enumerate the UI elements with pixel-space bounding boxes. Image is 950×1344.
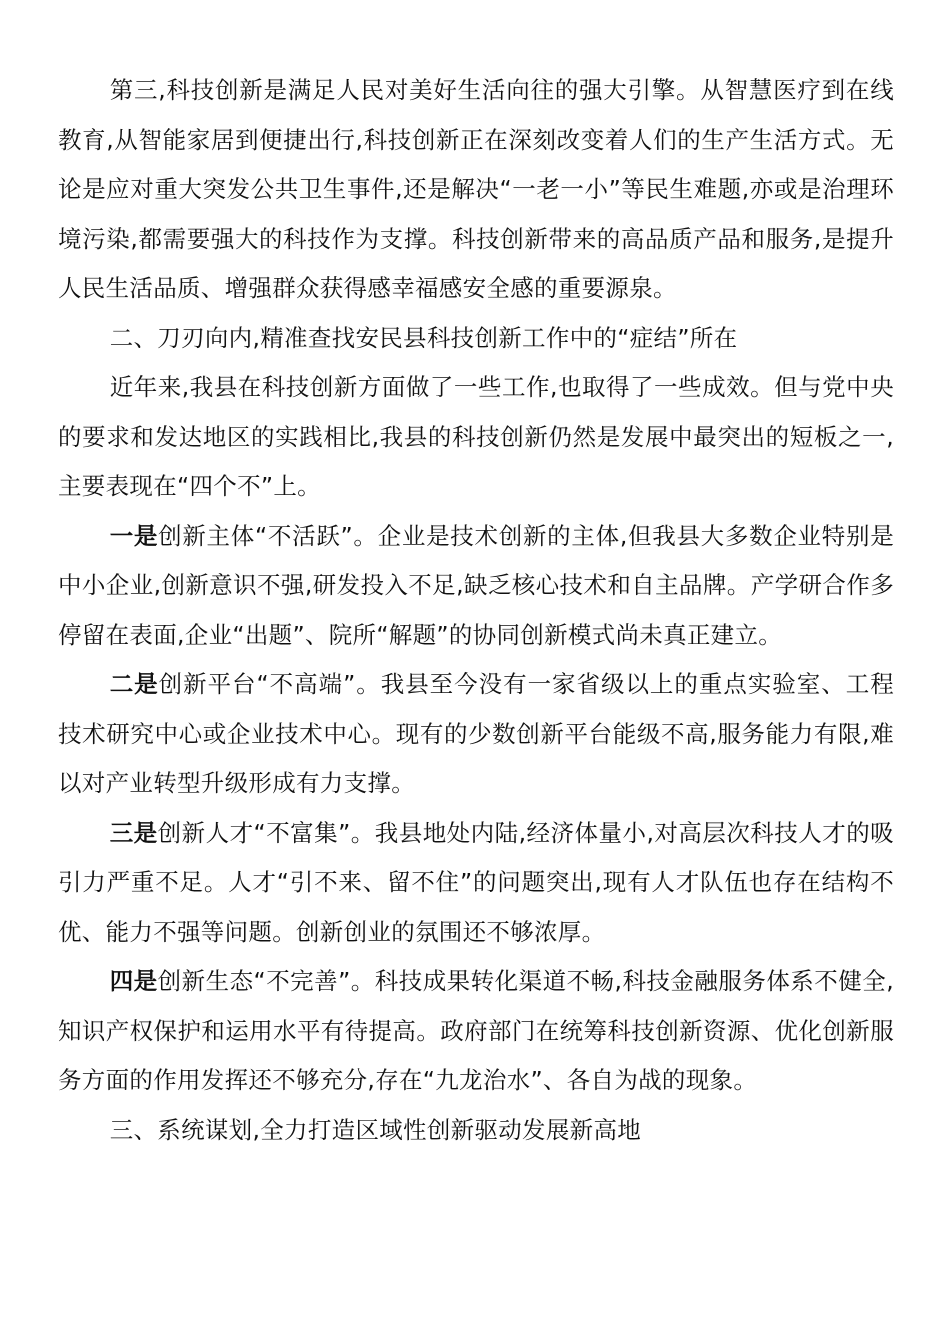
paragraph-tech-innovation-livelihood [58, 66, 894, 314]
paragraph-text: 创新生态“不完善”。科技成果转化渠道不畅,科技金融服务体系不健全,知识产权保护和运用水平有待提高。政府部门在统筹科技创新资源、优化创新服务方面的作用发挥还不够充分,存在“九龙治水”、各自为战的现象。 [58, 967, 894, 1094]
document-page [58, 66, 894, 1155]
paragraph-intro-four-nots [58, 363, 894, 512]
heading-text: 二、刀刃向内,精准查找安民县科技创新工作中的“症结”所在 [109, 323, 738, 352]
paragraph-text: 创新主体“不活跃”。企业是技术创新的主体,但我县大多数企业特别是中小企业,创新意识不强,研发投入不足,缺乏核心技术和自主品牌。产学研合作多停留在表面,企业“出题”、院所“解题”的协同创新模式尚未真正建立。 [58, 521, 894, 649]
paragraph-text: 创新人才“不富集”。我县地处内陆,经济体量小,对高层次科技人才的吸引力严重不足。人才“引不来、留不住”的问题突出,现有人才队伍也存在结构不优、能力不强等问题。创新创业的氛围还不够浓厚。 [58, 818, 894, 946]
paragraph-point-2 [58, 660, 894, 809]
paragraph-lead-bold: 一是 [109, 521, 159, 550]
paragraph-point-4 [58, 957, 894, 1106]
paragraph-text: 近年来,我县在科技创新方面做了一些工作,也取得了一些成效。但与党中央的要求和发达地区的实践相比,我县的科技创新仍然是发展中最突出的短板之一,主要表现在“四个不”上。 [58, 373, 894, 500]
section-heading-3 [58, 1106, 894, 1156]
heading-text: 三、系统谋划,全力打造区域性创新驱动发展新高地 [109, 1115, 642, 1144]
paragraph-text: 创新平台“不高端”。我县至今没有一家省级以上的重点实验室、工程技术研究中心或企业技术中心。现有的少数创新平台能级不高,服务能力有限,难以对产业转型升级形成有力支撑。 [58, 670, 894, 797]
paragraph-lead-bold: 四是 [109, 967, 158, 995]
paragraph-lead-bold: 三是 [109, 818, 158, 847]
paragraph-lead-bold: 二是 [109, 670, 159, 698]
paragraph-text: 第三,科技创新是满足人民对美好生活向往的强大引擎。从智慧医疗到在线教育,从智能家居到便捷出行,科技创新正在深刻改变着人们的生产生活方式。无论是应对重大突发公共卫生事件,还是解决“一老一小”等民生难题,亦或是治理环境污染,都需要强大的科技作为支撑。科技创新带来的高品质产品和服务,是提升人民生活品质、增强群众获得感幸福感安全感的重要源泉。 [58, 76, 894, 302]
section-heading-2 [58, 314, 894, 364]
paragraph-point-3 [58, 809, 894, 958]
paragraph-point-1 [58, 512, 894, 661]
